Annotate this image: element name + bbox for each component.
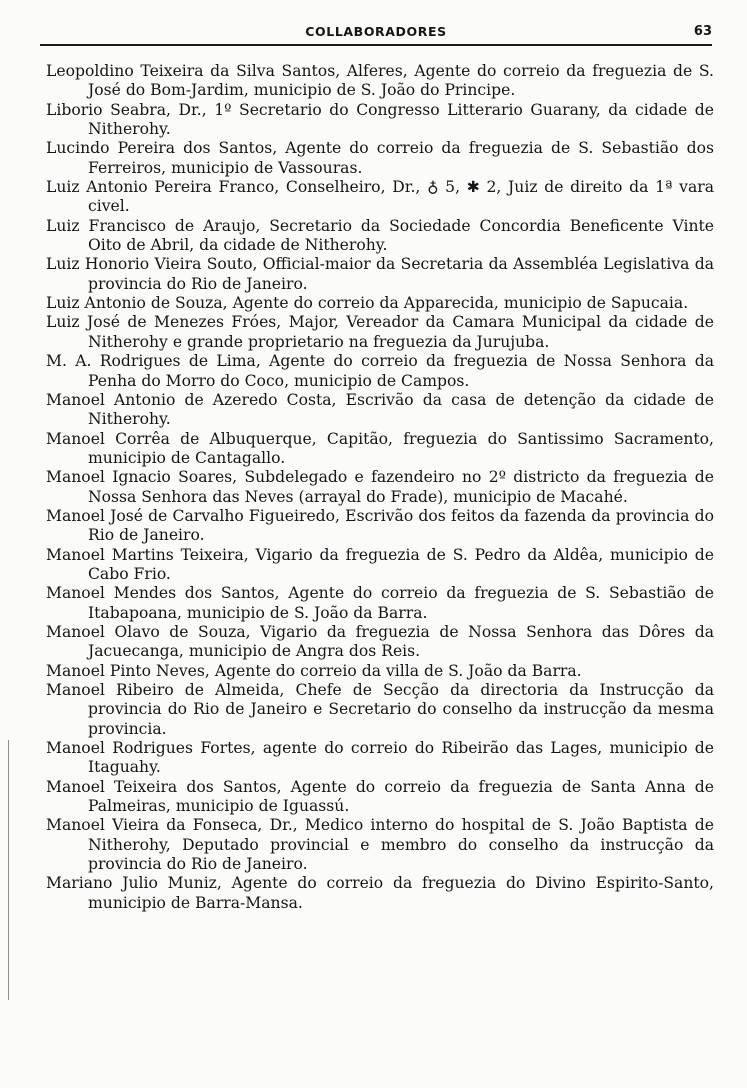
list-item: Liborio Seabra, Dr., 1º Secretario do Congresso Litterario Guarany, da cidade de Nitherohy. (46, 100, 714, 139)
running-header (40, 22, 712, 44)
list-item: Manoel Vieira da Fonseca, Dr., Medico interno do hospital de S. João Baptista de Nitherohy, Deputado provincial e membro do conselho da instrucção da provincia do Rio de Janeiro. (46, 816, 714, 874)
list-item: Manoel Rodrigues Fortes, agente do correio do Ribeirão das Lages, municipio de Itaguahy. (46, 739, 714, 777)
list-item: Manoel Mendes dos Santos, Agente do correio da freguezia de S. Sebastião de Itabapoana, municipio de S. João da Barra. (46, 584, 714, 622)
list-item: Manoel Teixeira dos Santos, Agente do correio da freguezia de Santa Anna de Palmeiras, municipio de Iguassú. (46, 777, 714, 816)
margin-scan-mark (8, 740, 9, 1000)
list-item: Manoel Olavo de Souza, Vigario da freguezia de Nossa Senhora das Dôres da Jacuecanga, municipio de Angra dos Reis. (46, 622, 714, 661)
list-item: Manoel Martins Teixeira, Vigario da freguezia de S. Pedro da Aldêa, municipio de Cabo Frio. (46, 545, 714, 583)
list-item: Manoel Ignacio Soares, Subdelegado e fazendeiro no 2º districto da freguezia de Nossa Senhora das Neves (arrayal do Frade), municipio de Macahé. (46, 468, 714, 506)
contributors-list (46, 62, 714, 913)
list-item: Manoel Ribeiro de Almeida, Chefe de Secção da directoria da Instrucção da provincia do Rio de Janeiro e Secretario do conselho da instrucção da mesma provincia. (46, 681, 714, 738)
list-item: Manoel Corrêa de Albuquerque, Capitão, freguezia do Santissimo Sacramento, municipio de Cantagallo. (46, 429, 714, 467)
list-item: M. A. Rodrigues de Lima, Agente do correio da freguezia de Nossa Senhora da Penha do Morro do Coco, municipio de Campos. (46, 352, 714, 390)
list-item: Manoel Pinto Neves, Agente do correio da villa de S. João da Barra. (46, 661, 582, 680)
section-title: COLLABORADORES (305, 24, 447, 39)
list-item: Luiz Honorio Vieira Souto, Official-maior da Secretaria da Assembléa Legislativa da provincia do Rio de Janeiro. (46, 255, 714, 293)
list-item: Manoel Antonio de Azeredo Costa, Escrivão da casa de detenção da cidade de Nitherohy. (46, 390, 714, 429)
list-item: Luiz Antonio Pereira Franco, Conselheiro, Dr., ♁ 5, ✱ 2, Juiz de direito da 1ª vara civel. (46, 178, 714, 216)
list-item: Luiz Antonio de Souza, Agente do correio da Apparecida, municipio de Sapucaia. (46, 294, 689, 313)
list-item: Lucindo Pereira dos Santos, Agente do correio da freguezia de S. Sebastião dos Ferreiros, municipio de Vassouras. (46, 139, 714, 177)
list-item: Manoel José de Carvalho Figueiredo, Escrivão dos feitos da fazenda da provincia do Rio de Janeiro. (46, 506, 714, 545)
page-number: 63 (693, 24, 712, 39)
list-item: Luiz José de Menezes Fróes, Major, Vereador da Camara Municipal da cidade de Nitherohy e grande proprietario na freguezia da Jurujuba. (46, 313, 714, 351)
list-item: Leopoldino Teixeira da Silva Santos, Alferes, Agente do correio da freguezia de S. José do Bom-Jardim, municipio de S. João do Principe. (46, 62, 714, 100)
list-item: Mariano Julio Muniz, Agente do correio da freguezia do Divino Espirito-Santo, municipio de Barra-Mansa. (46, 874, 714, 912)
header-rule (40, 44, 712, 46)
list-item: Luiz Francisco de Araujo, Secretario da Sociedade Concordia Beneficente Vinte Oito de Abril, da cidade de Nitherohy. (46, 216, 714, 255)
